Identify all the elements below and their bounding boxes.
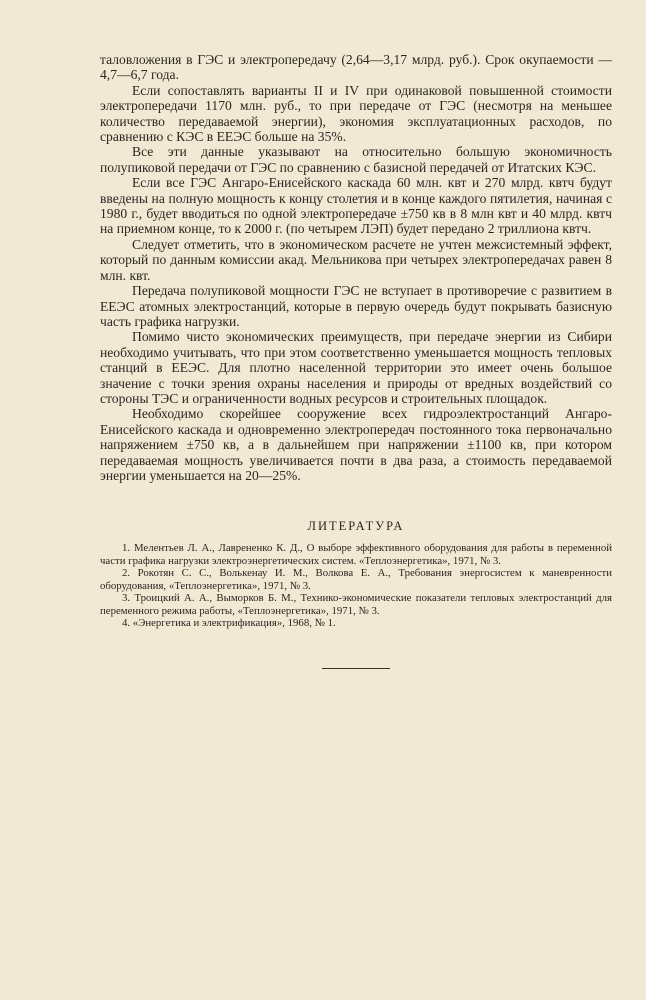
paragraph: Следует отметить, что в экономическом расчете не учтен межсистемный эффект, который по данным комиссии акад. Мельникова при четырех электропередачах равен 8 млн. квт. [100, 236, 612, 283]
references-list [100, 542, 612, 630]
paragraph: Передача полупиковой мощности ГЭС не вступает в противоречие с развитием в ЕЕЭС атомных электростанций, которые в первую очередь будут покрывать базисную часть графика нагрузки. [100, 283, 612, 329]
reference-item: 3. Троицкий А. А., Выморков Б. М., Технико-экономические показатели тепловых электростанций для переменного режима работы, «Теплоэнергетика», 1971, № 3. [100, 592, 612, 617]
paragraph: Необходимо скорейшее сооружение всех гидроэлектростанций Ангаро-Енисейского каскада и одновременно электропередач постоянного тока первоначально напряжением ±750 кв, а в дальнейшем при напряжении ±1100 кв, при котором передаваемая мощность увеличивается почти в два раза, а стоимость передаваемой энергии уменьшается на 20—25%. [100, 406, 612, 483]
body-text [100, 52, 612, 483]
paragraph: таловложения в ГЭС и электропередачу (2,64—3,17 млрд. руб.). Срок окупаемости — 4,7—6,7 года. [100, 52, 612, 83]
paragraph: Если сопоставлять варианты II и IV при одинаковой повышенной стоимости электропередачи 1170 млн. руб., то при передаче от ГЭС (несмотря на меньшее количество передаваемой энергии), экономия эксплуатационных расходов, по сравнению с КЭС в ЕЕЭС больше на 35%. [100, 82, 612, 145]
reference-item: 4. «Энергетика и электрификация», 1968, № 1. [122, 617, 336, 630]
paragraph: Все эти данные указывают на относительно большую экономичность полупиковой передачи от ГЭС по сравнению с базисной передачей от Итатских КЭС. [100, 144, 612, 175]
paragraph: Помимо чисто экономических преимуществ, при передаче энергии из Сибири необходимо учитывать, что при этом соответственно уменьшается мощность тепловых станций в ЕЕЭС. Для плотно населенной территории это имеет очень большое значение с точки зрения охраны населения и природы от вредных воздействий со стороны ТЭС и ограниченности водных ресурсов и строительных площадок. [100, 329, 612, 406]
reference-item: 2. Рокотян С. С., Волькенау И. М., Волкова Е. А., Требования энергосистем к маневренности оборудования, «Теплоэнергетика», 1971, № 3. [100, 567, 612, 592]
reference-item: 1. Мелентьев Л. А., Лавренeнко К. Д., О выборе эффективного оборудования для работы в переменной части графика нагрузки электроэнергетических систем. «Теплоэнергетика», 1971, № 3. [100, 542, 612, 567]
end-rule-divider [322, 668, 390, 669]
paragraph: Если все ГЭС Ангаро-Енисейского каскада 60 млн. квт и 270 млрд. квтч будут введены на полную мощность к концу столетия и в конце каждого пятилетия, начиная с 1980 г., будет вводиться по одной электропередаче ±750 кв в 8 млн квт и 40 млрд. квтч на приемном конце, то к 2000 г. (по четырем ЛЭП) будет передано 2 триллиона квтч. [100, 175, 612, 237]
references-title: ЛИТЕРАТУРА [307, 519, 405, 534]
